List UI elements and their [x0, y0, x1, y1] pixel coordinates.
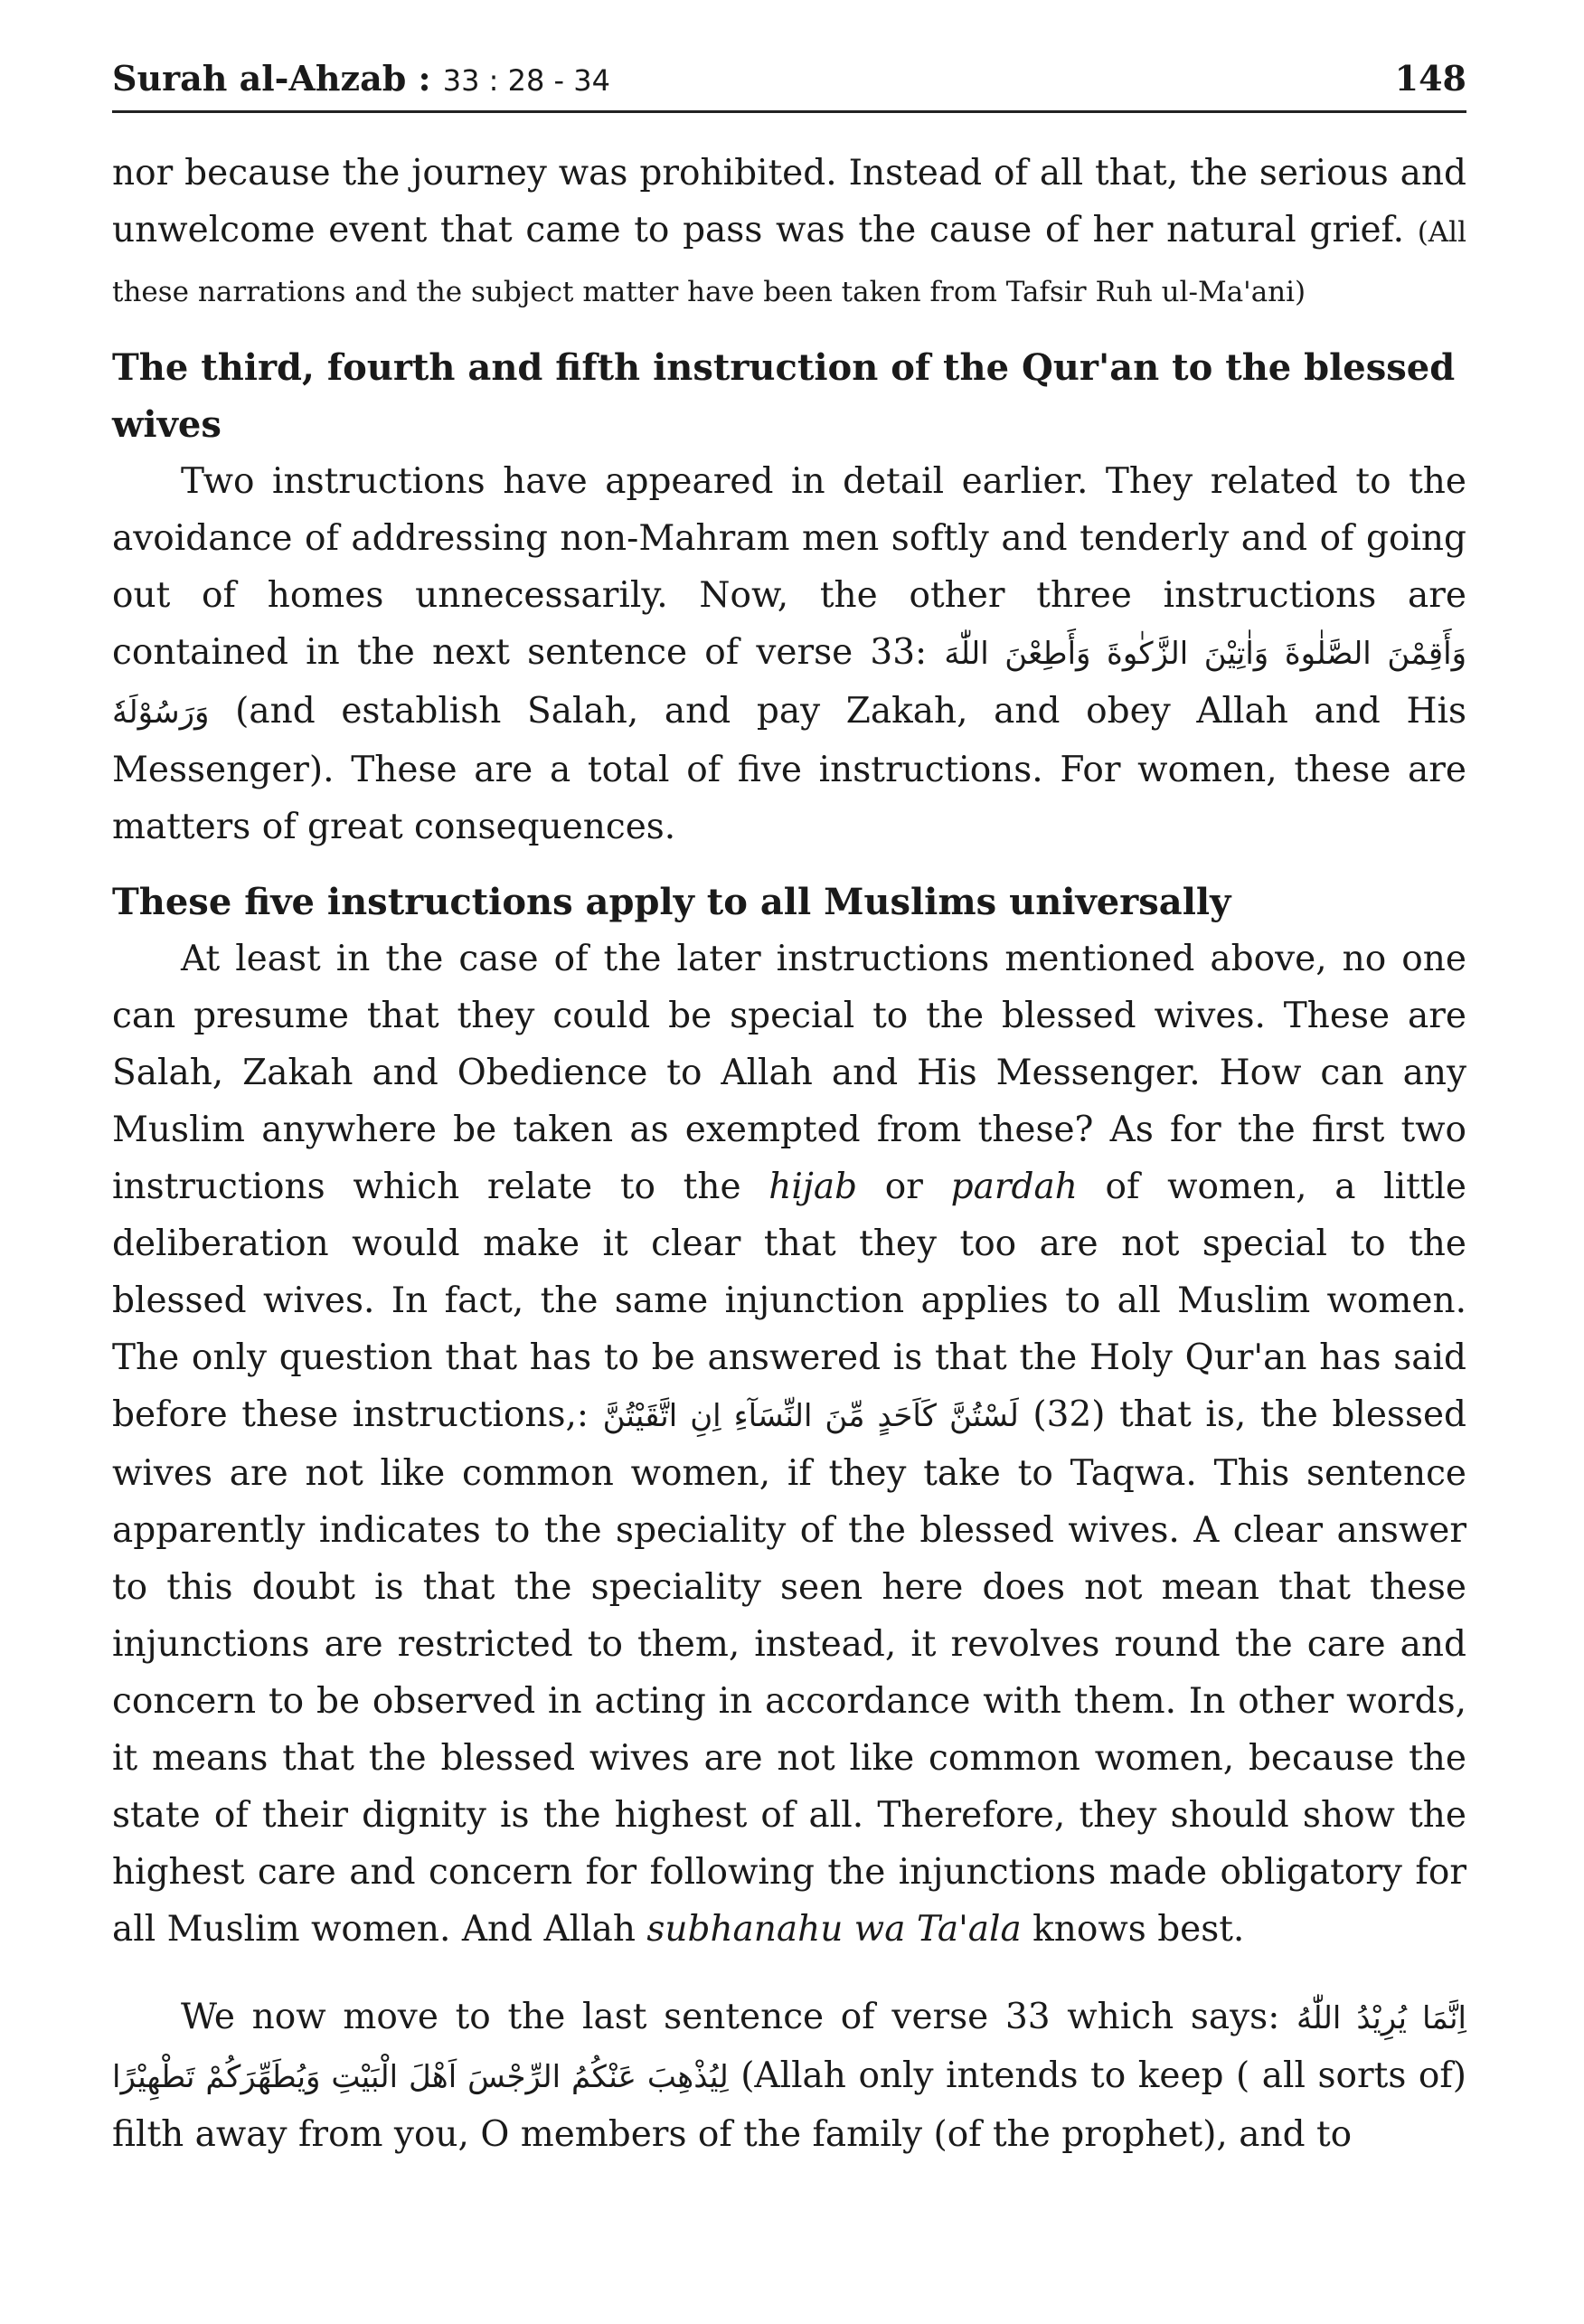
- term-pardah: pardah: [950, 1167, 1078, 1207]
- paragraph-1-text: nor because the journey was prohibited. Instead of all that, the serious and unwelcome event that came to pass was the cause of her natural grief.: [112, 153, 1466, 250]
- section-heading-2: These five instructions apply to all Muslims universally: [112, 881, 1231, 923]
- paragraph-3-text-d: knows best.: [1021, 1909, 1245, 1950]
- term-subhanahu: subhanahu wa Ta'ala: [646, 1909, 1022, 1950]
- running-title: [112, 58, 610, 99]
- paragraph-4-text-a: We now move to the last sentence of verse 33 which says:: [181, 1997, 1297, 2037]
- paragraph-3-text-b: of women, a little deliberation would make it clear that they too are not special to the blessed wives. In fact, the same injunction applies to all Muslim women. The only question that has to be answered is that the Holy Qur'an has said before these instructions,:: [112, 1167, 1467, 1435]
- paragraph-2-text-b: (and establish Salah, and pay Zakah, and obey Allah and His Messenger). These are a total of five instructions. For women, these are matters of great consequences.: [112, 691, 1466, 847]
- term-hijab: hijab: [768, 1167, 858, 1207]
- source-note: (All these narrations and the subject matter have been taken from Tafsir Ruh ul-Ma'ani): [112, 216, 1466, 308]
- paragraph-3-or: or: [857, 1167, 951, 1207]
- arabic-verse-33-last: اِنَّمَا يُرِيْدُ اللّٰهُ لِيُذْهِبَ عَنْكُمُ الرِّجْسَ اَهْلَ الْبَيْتِ وَيُطَهِّرَكُمْ تَطْهِيْرًا: [112, 2000, 1466, 2095]
- paragraph-4-text-b: (Allah only intends to keep ( all sorts of) filth away from you, O members of the family (of the prophet), and to: [112, 2055, 1467, 2155]
- surah-name: Surah al-Ahzab :: [112, 58, 431, 99]
- paragraph-3: [112, 931, 1466, 1958]
- verse-range: 33 : 28 - 34: [442, 63, 610, 98]
- paragraph-3-text-c: (32) that is, the blessed wives are not like common women, if they take to Taqwa. This sentence apparently indicates to the speciality of the blessed wives. A clear answer to this doubt is that the speciality seen here does not mean that these injunctions are restricted to them, instead, it revolves round the care and concern to be observed in acting in accordance with them. In other words, it means that the blessed wives are not like common women, because the state of their dignity is the highest of all. Therefore, they should show the highest care and concern for following the injunctions made obligatory for all Muslim women. And Allah: [112, 1394, 1467, 1950]
- arabic-verse-33-instructions: وَأَقِمْنَ الصَّلٰوةَ وَاٰتِيْنَ الزَّكٰوةَ وَأَطِعْنَ اللّٰهَ وَرَسُوْلَهٗ: [112, 636, 1466, 731]
- section-heading-1: The third, fourth and fifth instruction of the Qur'an to the blessed wives: [112, 346, 1456, 446]
- paragraph-3-text-a: At least in the case of the later instructions mentioned above, no one can presume that they could be special to the blessed wives. These are Salah, Zakah and Obedience to Allah and His Messenger. How can any Muslim anywhere be taken as exempted from these? As for the first two instructions which relate to the: [112, 939, 1466, 1207]
- paragraph-2-text-a: Two instructions have appeared in detail earlier. They related to the avoidance of addressing non-Mahram men softly and tenderly and of going out of homes unnecessarily. Now, the other three instructions are contained in the next sentence of verse 33:: [112, 461, 1466, 673]
- paragraph-2: [112, 453, 1466, 855]
- paragraph-4: [112, 1989, 1466, 2163]
- page-body: [112, 145, 1466, 2163]
- page-number: 148: [1394, 58, 1466, 99]
- arabic-verse-32: لَسْتُنَّ كَاَحَدٍ مِّنَ النِّسَآءِ اِنِ اتَّقَيْتُنَّ: [602, 1398, 1019, 1434]
- paragraph-1: [112, 145, 1466, 321]
- page-header: [112, 56, 1466, 113]
